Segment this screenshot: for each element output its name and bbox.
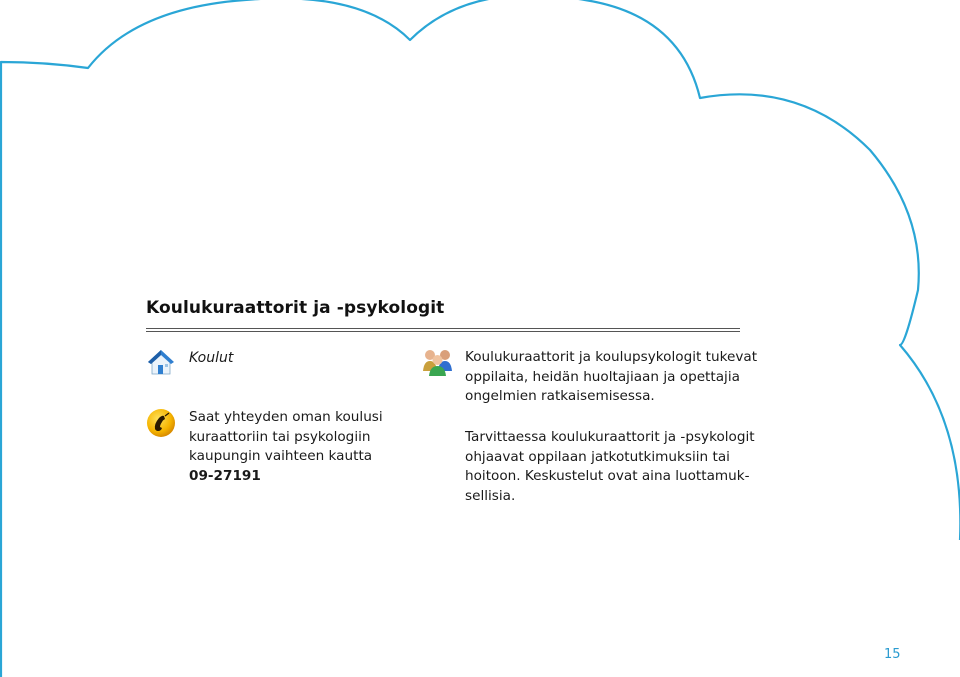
contact-line: kuraattoriin tai psykologiin (189, 428, 371, 445)
referral-paragraph (465, 428, 765, 506)
page-number: 15 (884, 647, 901, 662)
house-icon (146, 347, 176, 377)
paragraph-line: hoitoon. Keskustelut ovat aina luottamuk- (465, 468, 750, 484)
paragraph-line: Tarvittaessa koulukuraattorit ja -psykologit (465, 429, 755, 445)
schools-label: Koulut (189, 350, 234, 366)
paragraph-line: ongelmien ratkaisemisessa. (465, 388, 655, 404)
contact-line: kaupungin vaihteen kautta (189, 448, 373, 464)
phone-icon (145, 407, 175, 437)
title-divider (146, 328, 740, 332)
page-title: Koulukuraattorit ja -psykologit (146, 298, 445, 318)
paragraph-line: sellisia. (465, 487, 516, 504)
paragraph-line: Koulukuraattorit ja koulupsykologit tukevat (465, 349, 758, 365)
phone-number: 09-27191 (189, 467, 261, 484)
contact-info (189, 408, 409, 486)
paragraph-line: oppilaita, heidän huoltajiaan ja opettajia (465, 368, 740, 385)
people-icon (421, 347, 451, 377)
contact-line: Saat yhteyden oman koulusi (189, 409, 383, 425)
paragraph-line: ohjaavat oppilaan jatkotutkimuksiin tai (465, 448, 730, 465)
intro-paragraph (465, 348, 765, 407)
